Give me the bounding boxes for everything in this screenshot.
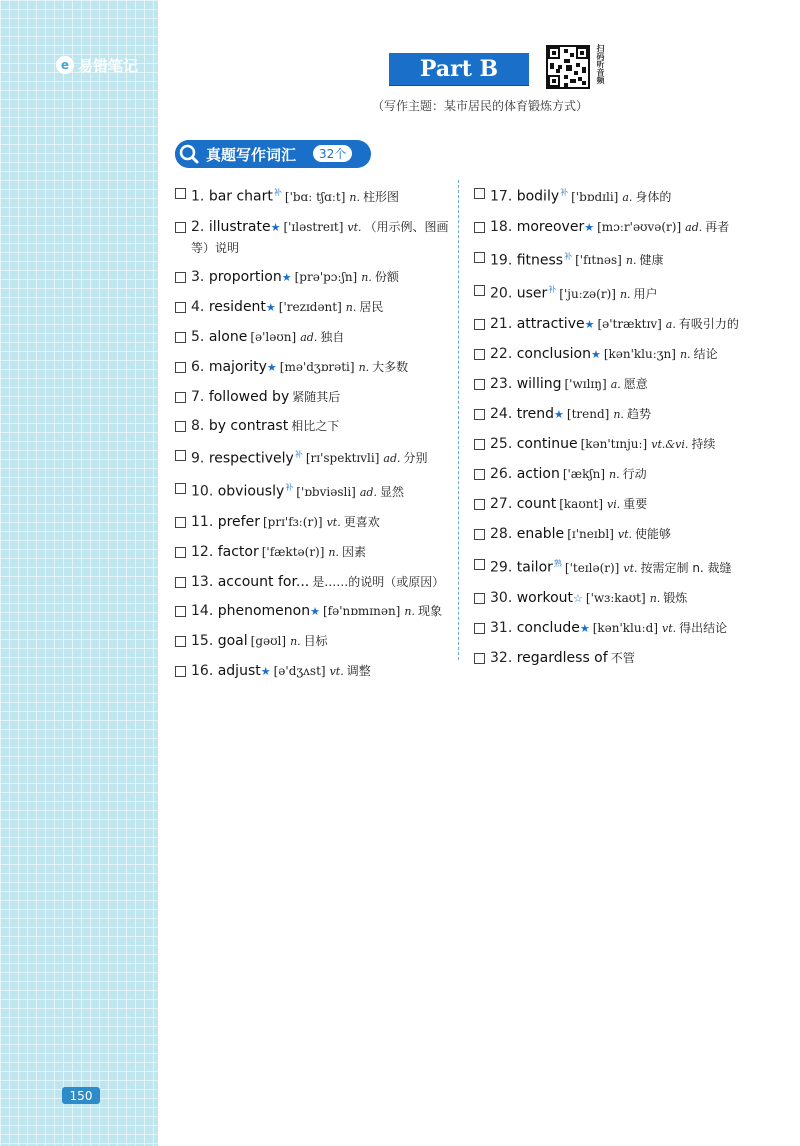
vocab-item [175,601,450,622]
e-logo-icon: e [56,56,74,74]
item-meaning: 显然 [379,484,404,499]
item-phonetic: ['wɪlɪŋ] [564,376,607,391]
item-pos: n. [609,467,620,481]
vocab-item [175,572,450,592]
familiar-mark: 熟 [553,558,562,568]
vocab-item [175,357,450,378]
vocab-column-right [474,183,754,677]
item-phonetic: ['bɑː tʃɑːt] [284,189,346,204]
checkbox[interactable] [175,302,186,313]
item-word: alone [208,328,248,345]
item-number: 4. [191,298,205,315]
item-meaning: 结论 [693,346,718,361]
item-word: majority [208,358,267,375]
vocab-item [474,404,754,425]
item-pos: vt.&vi. [651,437,689,451]
checkbox[interactable] [175,547,186,558]
item-meaning: 因素 [342,544,367,559]
item-number: 5. [191,328,205,345]
checkbox[interactable] [474,379,485,390]
checkbox[interactable] [474,319,485,330]
item-number: 9. [191,450,205,467]
item-number: 25. [490,435,513,452]
vocab-item [474,648,754,668]
item-word: enable [516,525,565,542]
supplement-mark: 补 [273,188,282,197]
vocab-item [175,478,450,503]
item-pos: vt. [662,621,677,635]
item-phonetic: ['wɜːkaʊt] [585,590,646,605]
star-icon: ★ [260,664,271,678]
item-pos: vt. [623,561,638,575]
item-number: 8. [191,417,205,434]
item-meaning: 使能够 [635,526,672,541]
star-icon: ★ [270,220,281,234]
item-word: conclude [516,619,580,636]
vocab-item [175,217,450,258]
item-word: action [516,465,560,482]
item-phonetic: ['rezɪdənt] [278,299,342,314]
checkbox[interactable] [474,188,485,199]
item-meaning: 趋势 [626,406,651,421]
supplement-mark: 补 [294,449,303,459]
vocab-item [175,512,450,533]
item-word: illustrate [208,218,271,235]
item-pos: a. [610,377,621,391]
item-number: 32. [490,649,513,666]
vocab-item [474,524,754,545]
checkbox[interactable] [474,529,485,540]
item-pos: n. [613,407,624,421]
item-pos: ad. [359,485,377,499]
checkbox[interactable] [175,272,186,283]
vocab-item [175,542,450,563]
item-phonetic: ['fæktə(r)] [261,544,325,559]
checkbox[interactable] [474,222,485,233]
checkbox[interactable] [175,421,186,432]
checkbox[interactable] [474,439,485,450]
vocab-column-left [175,183,450,691]
item-phonetic: [mɔːr'əʊvə(r)] [597,219,682,234]
item-phonetic: [gəʊl] [250,633,287,648]
item-number: 3. [191,268,205,285]
item-meaning: 目标 [303,633,328,648]
item-number: 17. [490,188,513,205]
item-phonetic: [fə'nɒmɪnən] [322,603,401,618]
checkbox[interactable] [474,499,485,510]
item-pos: n. [619,287,631,301]
checkbox[interactable] [474,623,485,634]
item-pos: a. [622,190,633,204]
item-word: respectively [208,450,294,467]
item-number: 21. [490,315,513,332]
item-pos: vt. [617,527,633,541]
vocab-item [175,416,450,436]
vocab-item [474,434,754,455]
vocab-item [474,464,754,485]
vocab-item [474,314,754,335]
vocab-item [474,280,754,305]
item-word: conclusion [516,345,591,362]
item-word: moreover [516,218,585,235]
supplement-mark: 补 [548,285,557,295]
item-meaning: 大多数 [372,359,409,374]
item-word: user [516,285,548,302]
star-icon: ★ [584,317,595,331]
item-pos: ad. [685,220,703,234]
item-number: 27. [490,495,513,512]
item-word: bodily [516,188,560,205]
vocab-item [175,327,450,348]
item-word: continue [516,435,578,452]
item-number: 12. [191,543,214,560]
star-icon: ★ [266,360,277,374]
item-meaning: 锻炼 [663,590,688,605]
vocab-item [175,661,450,682]
checkbox[interactable] [474,252,485,263]
supplement-mark: 补 [564,251,573,261]
item-phonetic: [prə'pɔːʃn] [294,269,358,284]
item-word: attractive [516,315,585,332]
item-phonetic: ['bɒdɪli] [571,189,619,204]
item-word: by contrast [208,417,289,434]
qr-label: 扫码听音频 [596,44,605,84]
item-pos: vt. [347,220,362,234]
item-phonetic: ['ɪləstreɪt] [283,219,344,234]
supplement-mark: 补 [560,188,569,197]
item-meaning: 得出结论 [679,620,728,635]
item-pos: n. [649,591,661,605]
item-phonetic: [kən'kluːd] [592,620,659,635]
section-title: 真题写作词汇 [206,146,297,164]
brand-logo [56,54,138,76]
part-title: Part B [389,53,529,85]
vocab-item [474,183,754,208]
item-pos: ad. [300,330,318,344]
checkbox[interactable] [474,469,485,480]
item-phonetic: [ə'træktɪv] [597,316,662,331]
item-number: 31. [490,619,513,636]
item-number: 14. [191,602,214,619]
item-number: 18. [490,218,513,235]
star-icon: ★ [281,270,292,284]
item-phonetic: [trend] [566,406,610,421]
item-phonetic: [ə'ləʊn] [250,329,297,344]
supplement-mark: 补 [285,483,294,493]
item-word: obviously [217,483,285,500]
checkbox[interactable] [474,593,485,604]
item-number: 2. [191,218,205,235]
item-phonetic: ['ækʃn] [562,466,606,481]
item-word: trend [516,405,555,422]
vocab-item [474,554,754,579]
item-word: regardless of [516,649,608,666]
item-word: goal [217,632,248,649]
item-phonetic: ['juːzə(r)] [559,286,616,301]
item-meaning: 不管 [610,650,635,665]
item-pos: vt. [329,664,344,678]
item-meaning: 独自 [320,329,345,344]
item-pos: n. [345,300,357,314]
item-meaning: 紧随其后 [292,389,341,404]
checkbox[interactable] [175,450,186,461]
item-word: workout [516,589,574,606]
item-meaning: 持续 [691,436,716,451]
item-pos: n. [625,254,637,268]
item-meaning: 是……的说明（或原因） [312,574,445,589]
vocab-item [474,494,754,515]
item-meaning: 用户 [633,286,658,301]
item-number: 7. [191,388,205,405]
item-pos: n. [349,190,360,204]
item-meaning: 健康 [639,253,664,268]
page-number: 150 [62,1087,100,1104]
item-meaning: 按需定制 n. 裁缝 [640,560,732,575]
item-number: 16. [191,662,214,679]
item-word: account for... [217,573,310,590]
item-meaning: 更喜欢 [343,514,380,529]
item-phonetic: [mə'dʒɒrəti] [279,359,355,374]
checkbox[interactable] [474,653,485,664]
vocab-item [474,247,754,272]
item-number: 23. [490,375,513,392]
item-word: bar chart [208,188,273,205]
brand-name: 易错笔记 [78,56,139,75]
item-phonetic: [ə'dʒʌst] [273,663,326,678]
item-pos: n. [328,545,340,559]
item-word: proportion [208,268,282,285]
item-number: 30. [490,589,513,606]
star-icon: ★ [584,220,595,234]
vocab-item [175,297,450,318]
item-meaning: 份额 [374,269,399,284]
item-phonetic: ['fɪtnəs] [575,253,622,268]
search-icon [175,140,203,168]
star-icon: ★ [554,407,564,421]
item-phonetic: [ɪ'neɪbl] [567,526,614,541]
vocab-item [175,387,450,407]
item-number: 10. [191,483,214,500]
checkbox[interactable] [175,362,186,373]
section-header [175,140,371,168]
item-word: willing [516,375,562,392]
checkbox[interactable] [175,392,186,403]
item-number: 11. [191,513,214,530]
item-phonetic: [rɪ'spektɪvli] [305,451,380,466]
item-meaning: 再者 [705,219,730,234]
item-pos: a. [665,317,676,331]
item-number: 6. [191,358,205,375]
item-phonetic: [kaʊnt] [559,496,603,511]
checkbox[interactable] [474,559,485,570]
vocab-item [474,344,754,365]
item-meaning: 柱形图 [363,189,400,204]
item-phonetic: [kən'kluːʒn] [603,346,676,361]
item-word: followed by [208,388,290,405]
item-pos: n. [404,604,415,618]
item-pos: ad. [383,452,401,466]
checkbox[interactable] [175,188,186,199]
star-icon: ★ [590,347,601,361]
item-word: phenomenon [217,602,311,619]
item-meaning: 身体的 [635,189,672,204]
item-word: adjust [217,662,261,679]
vocab-item [175,267,450,288]
qr-pattern [548,47,588,87]
star-icon: ★ [265,300,276,314]
vocab-item [474,217,754,238]
item-word: resident [208,298,266,315]
item-number: 15. [191,632,214,649]
item-pos: n. [290,634,301,648]
column-divider [458,180,459,660]
item-meaning: 分别 [403,451,428,466]
item-phonetic: ['teɪlə(r)] [564,560,620,575]
item-number: 20. [490,285,513,302]
item-word: count [516,495,557,512]
vocab-item [474,618,754,639]
vocab-item [474,374,754,395]
writing-topic-subtitle: （写作主题：某市居民的体育锻炼方式） [371,99,588,113]
checkbox[interactable] [175,606,186,617]
checkbox[interactable] [175,517,186,528]
item-meaning: 现象 [417,603,442,618]
item-meaning: 行动 [622,466,647,481]
item-meaning: （用示例、图画等）说明 [191,219,449,255]
item-pos: n. [358,360,370,374]
item-number: 13. [191,573,214,590]
vocab-item [175,183,450,208]
item-number: 22. [490,345,513,362]
item-pos: n. [361,270,372,284]
checkbox[interactable] [175,332,186,343]
item-word: fitness [516,252,564,269]
item-pos: vi. [607,497,621,511]
sidebar-band [0,0,158,1146]
star-icon: ★ [579,621,590,635]
item-number: 24. [490,405,513,422]
item-number: 19. [490,252,513,269]
item-number: 1. [191,188,205,205]
item-word: factor [217,543,259,560]
item-meaning: 居民 [359,299,384,314]
checkbox[interactable] [474,409,485,420]
item-pos: n. [679,347,691,361]
star-icon: ★ [310,604,320,618]
item-meaning: 调整 [346,663,371,678]
item-meaning: 重要 [623,496,648,511]
vocab-item [474,588,754,609]
checkbox[interactable] [175,222,186,233]
item-phonetic: ['ɒbviəsli] [296,484,356,499]
item-meaning: 相比之下 [291,418,340,433]
item-number: 26. [490,465,513,482]
checkbox[interactable] [175,636,186,647]
checkbox[interactable] [474,285,485,296]
item-word: prefer [217,513,260,530]
checkbox[interactable] [175,577,186,588]
item-number: 29. [490,559,513,576]
checkbox[interactable] [175,666,186,677]
item-number: 28. [490,525,513,542]
item-meaning: 愿意 [623,376,648,391]
item-phonetic: [kən'tɪnjuː] [580,436,648,451]
vocab-item [175,445,450,470]
item-pos: vt. [326,515,341,529]
item-meaning: 有吸引力的 [678,316,739,331]
item-phonetic: [prɪ'fɜː(r)] [262,514,323,529]
word-count-badge: 32个 [313,145,352,162]
vocab-item [175,631,450,652]
qr-code-icon[interactable] [546,45,590,89]
item-word: tailor [516,559,553,576]
checkbox[interactable] [474,349,485,360]
outline-star-icon: ☆ [573,591,583,605]
checkbox[interactable] [175,483,186,494]
